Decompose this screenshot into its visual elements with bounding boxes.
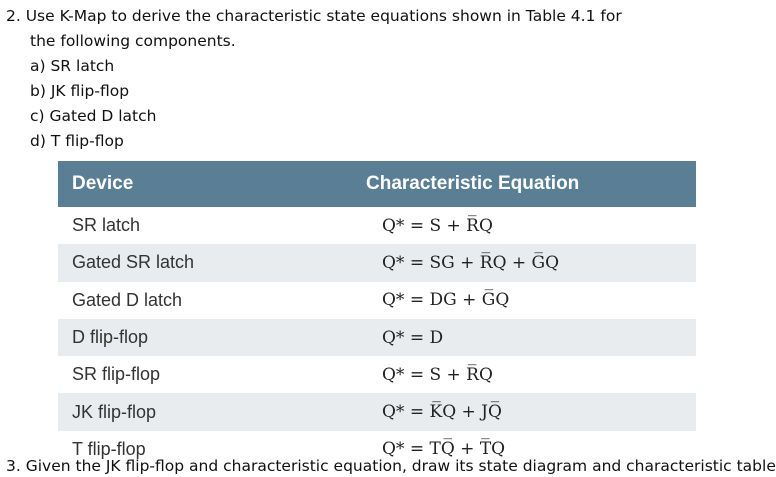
equation-cell: Q* = S + R̅Q [382,215,493,236]
equation-cell: Q* = K̅Q + JQ̅ [382,402,502,423]
question-text [6,4,696,154]
table-row [58,244,696,281]
table-row [58,356,696,393]
equation-cell: Q* = D [382,327,444,348]
question-item-c: c) Gated D latch [30,107,157,125]
device-cell: SR latch [72,215,141,236]
header-device: Device [72,173,134,194]
table-row [58,319,696,356]
equation-cell: Q* = DG + G̅Q [382,290,510,311]
equation-cell: Q* = SG + R̅Q + G̅Q [382,252,560,273]
table-row [58,393,696,430]
table-header-row [58,161,696,207]
next-question-text: 3. Given the JK flip-flop and characteristic equation, draw its state diagram and characteristic table [6,457,776,475]
device-cell: JK flip-flop [72,401,157,422]
table-row [58,207,696,244]
table-row [58,282,696,319]
question-line-1: 2. Use K-Map to derive the characteristic state equations shown in Table 4.1 for [6,7,622,25]
question-item-d: d) T flip-flop [30,132,124,150]
question-item-a: a) SR latch [30,57,115,75]
equation-cell: Q* = TQ̅ + T̅Q [382,439,506,460]
header-equation: Characteristic Equation [366,173,580,194]
device-cell: SR flip-flop [72,364,161,385]
equation-cell: Q* = S + R̅Q [382,364,493,385]
next-question-partial [0,457,776,477]
device-cell: Gated D latch [72,289,183,310]
device-cell: Gated SR latch [72,252,195,273]
device-cell: D flip-flop [72,327,149,348]
question-line-2: the following components. [30,32,236,50]
characteristic-equation-table [58,161,696,468]
question-item-b: b) JK flip-flop [30,82,130,100]
device-cell: T flip-flop [72,438,146,459]
